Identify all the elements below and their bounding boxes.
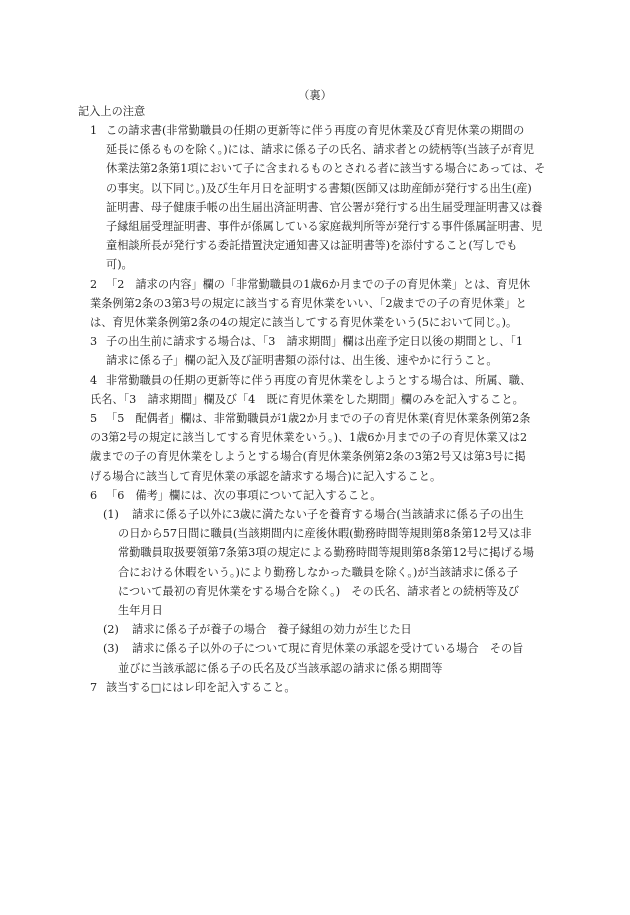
subnote-number: (2) — [103, 623, 119, 637]
note-text-line: この請求書(非常勤職員の任期の更新等に伴う再度の育児休業及び育児休業の期間の — [106, 124, 525, 137]
note-number: 6 — [90, 488, 98, 502]
page-label: （裏） — [298, 89, 332, 102]
subnote-text-line: 請求に係る子以外の子について現に育児休業の承認を受けている場合 その旨 — [132, 642, 524, 656]
subnote-text-line: の日から57日間に職員(当該期間内に産後休暇(勤務時間等規則第8条第12号又は非 — [118, 527, 532, 541]
subnote-number: (1) — [103, 508, 119, 521]
note-number: 2 — [90, 277, 98, 291]
subnote-text-line: 常勤職員取扱要領第7条第3項の規定による勤務時間等規則第8条第12号に掲げる場 — [118, 546, 534, 560]
note-number: 3 — [90, 335, 98, 349]
subnote-text-line: 生年月日 — [118, 604, 163, 617]
note-text-line: 子の出生前に請求する場合は、「3 請求期間」欄は出産予定日以後の期間とし、「1 — [106, 335, 523, 349]
note-text-line: 「6 備考」欄には、次の事項について記入すること。 — [106, 488, 382, 502]
note-text-line: 「5 配偶者」欄は、非常勤職員が1歳2か月までの子の育児休業(育児休業条例第2条 — [106, 412, 531, 425]
subnote-text-line: 請求に係る子以外に3歳に満たない子を養育する場合(当該請求に係る子の出生 — [132, 508, 524, 521]
notes-heading: 記入上の注意 — [78, 105, 146, 118]
subnote-text-line: 合における休暇をいう。)により勤務しなかった職員を除く。)が当該請求に係る子 — [118, 565, 519, 579]
note-number: 4 — [90, 373, 98, 387]
note-text-line: の3第2号の規定に該当してする育児休業をいう。)、1歳6か月までの子の育児休業又は2 — [90, 431, 528, 445]
note-text-line: 請求に係る子」欄の記入及び証明書類の添付は、出生後、速やかに行うこと。 — [106, 354, 498, 368]
note-text-line: 氏名、「3 請求期間」欄及び「4 既に育児休業をした期間」欄のみを記入すること。 — [90, 392, 524, 406]
note-text-line: 可)。 — [106, 258, 133, 272]
subnote-text-line: 請求に係る子が養子の場合 養子縁組の効力が生じた日 — [132, 623, 412, 637]
note-number: 1 — [90, 124, 98, 137]
note-text-line: 童相談所長が発行する委託措置決定通知書又は証明書等)を添付すること(写しでも — [106, 239, 518, 253]
note-text-line: 延長に係るものを除く。)には、請求に係る子の氏名、請求者との続柄等(当該子が育児 — [106, 143, 535, 157]
note-text-line: 休業法第2条第1項において子に含まれるものとされる者に該当する場合にあっては、そ — [106, 162, 546, 176]
subnote-text-line: 並びに当該承認に係る子の氏名及び当該承認の請求に係る期間等 — [118, 661, 443, 675]
note-text-line: げる場合に該当して育児休業の承認を請求する場合)に記入すること。 — [90, 469, 442, 483]
subnote-text-line: について最初の育児休業をする場合を除く。) その氏名、請求者との続柄等及び — [118, 584, 520, 598]
note-text-line: 非常勤職員の任期の更新等に伴う再度の育児休業をしようとする場合は、所属、職、 — [106, 373, 532, 387]
note-text-line: 子縁組届受理証明書、事件が係属している家庭裁判所等が発行する事件係属証明書、児 — [106, 220, 543, 233]
note-text-line: 証明書、母子健康手帳の出生届出済証明書、官公署が発行する出生届受理証明書又は養 — [106, 200, 543, 214]
note-number: 5 — [90, 412, 98, 425]
note-number: 7 — [90, 680, 98, 694]
note-text-line: 該当する□にはレ印を記入すること。 — [106, 680, 296, 694]
subnote-number: (3) — [103, 642, 119, 656]
note-text-line: は、育児休業条例第2条の4の規定に該当してする育児休業をいう(5において同じ。)。 — [90, 316, 518, 329]
note-text-line: 業条例第2条の3第3号の規定に該当する育児休業をいい、「2歳までの子の育児休業」と — [90, 296, 527, 310]
note-text-line: の事実。以下同じ。)及び生年月日を証明する書類(医師又は助産師が発行する出生(産) — [106, 181, 532, 195]
note-text-line: 歳までの子の育児休業をしようとする場合(育児休業条例第2条の3第2号又は第3号に掲 — [90, 450, 526, 464]
note-text-line: 「2 請求の内容」欄の「非常勤職員の1歳6か月までの子の育児休業」とは、育児休 — [106, 277, 531, 291]
